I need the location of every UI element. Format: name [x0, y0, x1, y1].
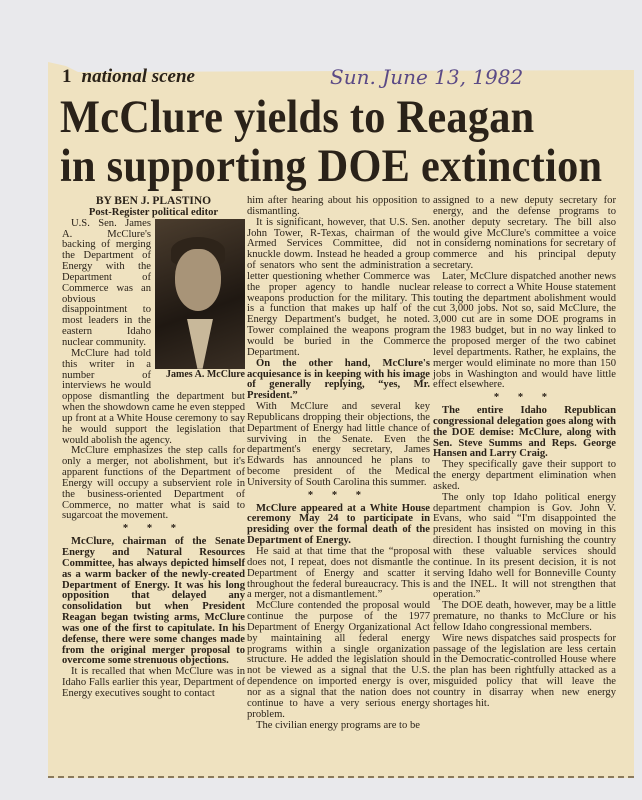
paragraph: With McClure and several key Republicans dropping their objections, the Department of Energy had little chance of surviving in the Senate. Even the department's energy secretary, James Edwards has announced he plans to become president of the Medical University of South Carolina this summer.: [247, 401, 430, 488]
byline-title: Post-Register political editor: [88, 206, 219, 218]
headline-line-2: in supporting DOE extinction: [60, 140, 603, 192]
handwritten-date: Sun. June 13, 1982: [330, 65, 524, 89]
paragraph: The civilian energy programs are to be: [256, 719, 420, 731]
paragraph: McClure had told this writer in a number of interviews he would oppose dismantling the department but when the showdown came he even stepped up front at a White House ceremony to say he would support the legislation that would abolish the agency.: [62, 347, 245, 446]
section-kicker: [62, 66, 195, 88]
paragraph: It is recalled that when McClure was in Idaho Falls earlier this year, Department of Energy executives sought to contact: [62, 666, 245, 699]
section-divider: * * *: [493, 392, 556, 404]
section-divider: * * *: [307, 489, 370, 501]
column-1: [62, 196, 245, 700]
paragraph: The entire Idaho Republican congressional delegation goes along with the DOE demise: McClure, along with Sen. Steve Summs and Reps. George Hansen and Larry Craig.: [433, 405, 616, 460]
photo-figure: [155, 219, 245, 381]
column-2: [247, 196, 430, 731]
paragraph: The only top Idaho political energy department champion is Gov. John V. Evans, who said “I'm disappointed the president has insisted on moving in this direction. I thought furnishing the country with these valuable services should continue. In its present decision, it is not serving Idaho well for Bonneville County and the INEL. It will not strengthen that operation.”: [433, 491, 616, 601]
paragraph: It is significant, however, that U.S. Sen. John Tower, R-Texas, chairman of the Armed Services Committee, did not knuckle dowm. Instead he headed a group of senators who sent the administration a letter questioning whether Commerce was the proper agency to handle nuclear weapons production for the military. This is a function that makes up half of the Energy Department's budget, he noted. Tower complained the weapons program would be buried in the Commerce Department.: [247, 216, 430, 358]
paragraph: The DOE death, however, may be a little premature, no thanks to McClure or his fellow Idaho congressional members.: [433, 600, 616, 633]
paragraph: him after hearing about his opposition to dismantling.: [247, 195, 430, 217]
paragraph: U.S. Sen. James A. McClure's backing of merging the Department of Energy with the Department of Commerce was an obvious disappointment to most leaders in the eastern Idaho nuclear community.: [62, 217, 151, 348]
paragraph: McClure contended the proposal would continue the purpose of the 1977 Department of Energy Organizational Act by maintaining all federal energy programs within a single organization structure. He added the legislation should not be viewed as a signal that the U.S. dependence on imported energy is over, nor as a signal that the nation does not continue to have a very serious energy problem.: [247, 600, 430, 720]
paragraph: They specifically gave their support to the energy department elimination when asked.: [433, 459, 616, 492]
paragraph: Later, McClure dispatched another news release to correct a White House statement touting the department abolishment would cut 3,000 jobs. Not so, said McClure, the 3,000 cut are in some DOE programs in the 1983 budget, but in no way linked to the proposed merger of the two cabinet level departments. Rather, he explains, the merger would eliminate no more than 150 jobs in Washington and would have little effect elsewhere.: [433, 270, 616, 391]
paragraph: McClure emphasizes the step calls for only a merger, not abolishment, but it's apparent functions of the Department of Energy will occupy a subservient role in the business-oriented Department of Commerce, no matter what is said to sugarcoat the movement.: [62, 445, 245, 522]
photo-caption: James A. McClure: [166, 368, 245, 380]
column-3: [433, 196, 616, 710]
paragraph: He said at that time that the “proposal does not, I repeat, does not dismantle the Department of Energy and scatter it throughout the federal bureaucracy. This is a merger, not a dismantlement.”: [247, 546, 430, 601]
byline: BY BEN J. PLASTINO: [95, 195, 212, 207]
section-divider: * * *: [122, 523, 185, 535]
paragraph: On the other hand, McClure's acquiesance is in keeping with his image of generally replying, “yes, Mr. President.”: [247, 357, 430, 402]
paragraph: Wire news dispatches said prospects for passage of the legislation are less certain in the Democratic-controlled House where the plan has been rightfully attacked as a misguided policy that will leave the country in disarray when new energy shortages hit.: [433, 632, 616, 709]
section-label: national scene: [81, 66, 195, 87]
paragraph: McClure appeared at a White House ceremony May 24 to participate in presiding over the formal death of the Department of Energy.: [247, 502, 430, 547]
headline-line-1: McClure yields to Reagan: [60, 91, 535, 143]
page-number: 1: [62, 66, 72, 87]
mcclure-photo: [155, 219, 245, 369]
paragraph: assigned to a new deputy secretary for energy, and the defense programs to another deputy secretary. The bill also would give McClure's committee a voice in considerng nominations for secretary of commerce and his principal deputy secretary.: [433, 195, 616, 272]
paragraph: McClure, chairman of the Senate Energy and Natural Resources Committee, has always depicted himself as a warm backer of the newly-created Department of Energy. It was his long opposition that delayed any consolidation but when President Reagan began twisting arms, McClure was one of the first to capitulate. In his defense, there were some changes made from the original merger proposal to overcome some strenuous objections.: [62, 536, 245, 667]
